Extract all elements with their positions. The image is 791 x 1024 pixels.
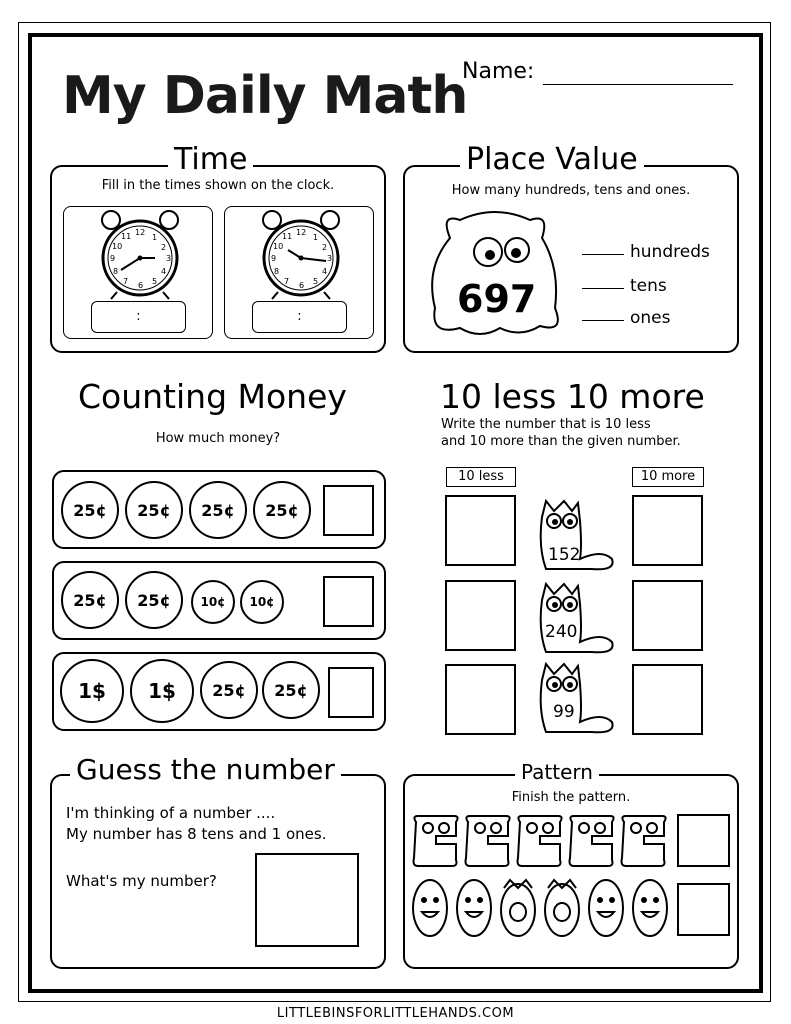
quarter-coin: 25¢ [253, 481, 311, 539]
name-label: Name: [462, 59, 535, 84]
ten-less-box-2[interactable] [445, 580, 516, 651]
quarter-coin: 25¢ [125, 481, 183, 539]
monster-icon [457, 880, 491, 936]
clock-numeral: 10 [273, 242, 284, 251]
ten-less-more-instruction-2: and 10 more than the given number. [441, 434, 681, 449]
ten-less-more-heading: 10 less 10 more [440, 377, 705, 416]
monster-icon [518, 816, 562, 866]
ten-less-more-instruction-1: Write the number that is 10 less [441, 417, 651, 432]
clock-numeral: 8 [274, 267, 280, 276]
guess-line-2: My number has 8 tens and 1 ones. [66, 825, 327, 843]
time-colon: : [136, 309, 141, 324]
footer-url: LITTLEBINSFORLITTLEHANDS.COM [276, 1006, 515, 1021]
time-instruction: Fill in the times shown on the clock. [101, 178, 335, 193]
ten-less-box-3[interactable] [445, 664, 516, 735]
time-answer-box-1[interactable] [91, 301, 186, 333]
monster-icon [501, 880, 535, 936]
quarter-coin: 25¢ [125, 571, 183, 629]
monster-icon [420, 208, 570, 343]
tens-blank[interactable] [582, 288, 624, 289]
clock-numeral: 7 [284, 277, 290, 286]
given-number-3: 99 [553, 702, 575, 722]
clock-numeral: 8 [113, 267, 119, 276]
clock-numeral: 9 [110, 254, 116, 263]
page-title: My Daily Math [62, 66, 468, 126]
place-value-heading: Place Value [460, 142, 644, 177]
dollar-coin: 1$ [130, 659, 194, 723]
given-number-1: 152 [548, 545, 581, 565]
clock-numeral: 3 [166, 254, 172, 263]
monster-icon [466, 816, 510, 866]
counting-money-instruction: How much money? [155, 431, 281, 446]
monster-icon [622, 816, 666, 866]
clock-numeral: 10 [112, 242, 123, 251]
clock-numeral: 11 [121, 232, 132, 241]
dime-coin: 10¢ [191, 580, 235, 624]
monster-icon [532, 660, 618, 736]
clock-numeral: 9 [271, 254, 277, 263]
ten-more-box-3[interactable] [632, 664, 703, 735]
guess-line-1: I'm thinking of a number .... [66, 804, 276, 822]
clock-numeral: 7 [123, 277, 129, 286]
quarter-coin: 25¢ [61, 571, 119, 629]
monster-icon [589, 880, 623, 936]
guess-question: What's my number? [66, 872, 217, 890]
clock-numeral: 1 [152, 233, 158, 242]
clock-numeral: 11 [282, 232, 293, 241]
clock-numeral: 4 [161, 267, 167, 276]
money-answer-box-3[interactable] [328, 667, 374, 718]
clock-numeral: 2 [161, 243, 167, 252]
pattern-answer-box-2[interactable] [677, 883, 730, 936]
tens-label: tens [630, 276, 667, 296]
monster-icon [413, 880, 447, 936]
clock-numeral: 12 [135, 228, 146, 237]
pattern-row-1 [408, 808, 678, 868]
guess-answer-box[interactable] [255, 853, 359, 947]
dime-coin: 10¢ [240, 580, 284, 624]
clock-numeral: 3 [327, 254, 333, 263]
pattern-answer-box-1[interactable] [677, 814, 730, 867]
ten-more-label: 10 more [632, 467, 704, 487]
clock-numeral: 1 [313, 233, 319, 242]
quarter-coin: 25¢ [189, 481, 247, 539]
pattern-instruction: Finish the pattern. [511, 790, 631, 805]
quarter-coin: 25¢ [200, 661, 258, 719]
name-field[interactable] [543, 84, 733, 85]
ones-blank[interactable] [582, 320, 624, 321]
ones-label: ones [630, 308, 671, 328]
hundreds-blank[interactable] [582, 254, 624, 255]
monster-icon [414, 816, 458, 866]
guess-heading: Guess the number [70, 753, 341, 786]
clock-face-1 [95, 213, 185, 303]
time-heading: Time [168, 142, 253, 177]
counting-money-heading: Counting Money [78, 377, 347, 416]
pattern-heading: Pattern [515, 760, 599, 784]
money-answer-box-1[interactable] [323, 485, 374, 536]
clock-numeral: 2 [322, 243, 328, 252]
clock-numeral: 12 [296, 228, 307, 237]
ten-less-box-1[interactable] [445, 495, 516, 566]
money-answer-box-2[interactable] [323, 576, 374, 627]
clock-numeral: 5 [152, 277, 158, 286]
pattern-row-2 [410, 878, 675, 940]
time-colon: : [297, 309, 302, 324]
clock-numeral: 4 [322, 267, 328, 276]
place-value-number: 697 [457, 277, 537, 321]
monster-icon [570, 816, 614, 866]
monster-icon [532, 580, 618, 656]
monster-icon [545, 880, 579, 936]
quarter-coin: 25¢ [61, 481, 119, 539]
given-number-2: 240 [545, 622, 578, 642]
ten-more-box-1[interactable] [632, 495, 703, 566]
monster-icon [633, 880, 667, 936]
dollar-coin: 1$ [60, 659, 124, 723]
place-value-instruction: How many hundreds, tens and ones. [451, 183, 691, 198]
ten-less-label: 10 less [446, 467, 516, 487]
clock-numeral: 5 [313, 277, 319, 286]
ten-more-box-2[interactable] [632, 580, 703, 651]
hundreds-label: hundreds [630, 242, 710, 262]
quarter-coin: 25¢ [262, 661, 320, 719]
clock-face-2 [256, 213, 346, 303]
time-answer-box-2[interactable] [252, 301, 347, 333]
clock-numeral: 6 [299, 281, 305, 290]
clock-numeral: 6 [138, 281, 144, 290]
